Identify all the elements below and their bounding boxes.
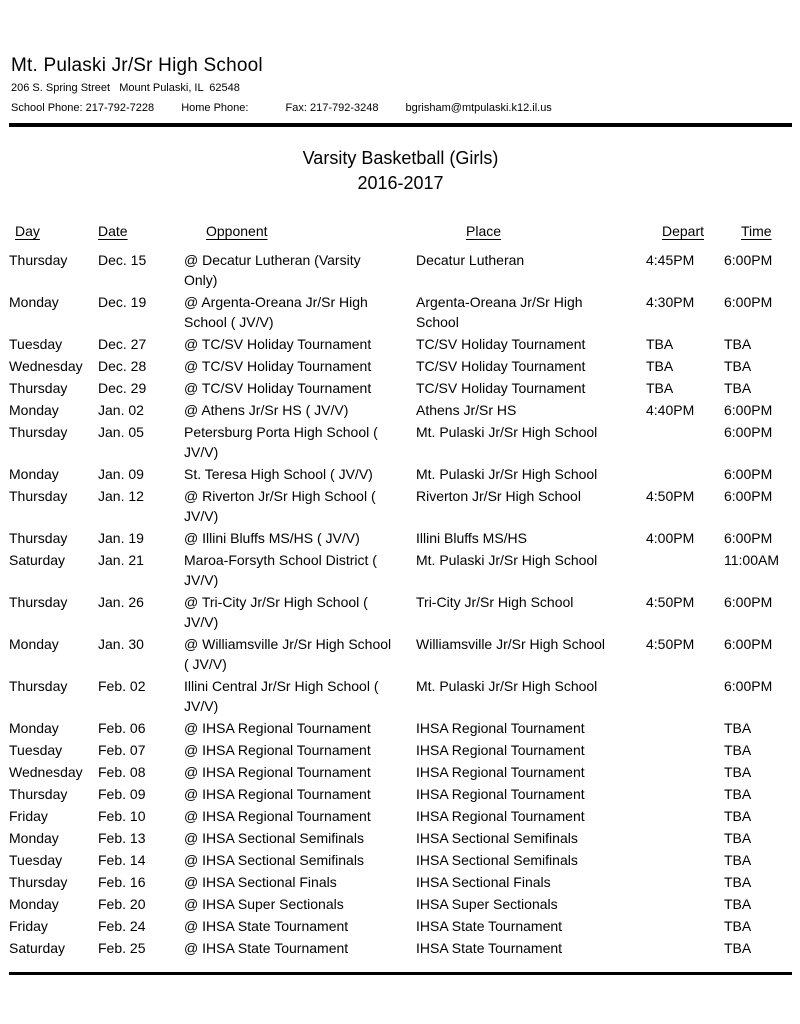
depart-cell	[646, 740, 724, 760]
depart-cell: 4:50PM	[646, 488, 695, 504]
opponent-cell: @ IHSA Sectional Semifinals	[184, 830, 364, 846]
day-cell: Tuesday	[9, 852, 63, 868]
date-cell: Dec. 29	[98, 380, 147, 396]
time-cell: 6:00PM	[724, 594, 773, 610]
day-cell: Saturday	[9, 940, 66, 956]
date-cell: Dec. 15	[98, 252, 147, 268]
time-cell: TBA	[724, 830, 752, 846]
table-row	[9, 528, 792, 548]
day-cell: Thursday	[9, 530, 68, 546]
table-row	[9, 634, 792, 674]
opponent-cell: Illini Central Jr/Sr High School ( JV/V)	[184, 678, 379, 714]
time-cell: TBA	[724, 786, 752, 802]
depart-cell	[646, 872, 724, 892]
table-row	[9, 762, 792, 782]
place-cell: TC/SV Holiday Tournament	[416, 380, 586, 396]
date-cell: Feb. 02	[98, 678, 146, 694]
place-cell: IHSA Sectional Semifinals	[416, 830, 578, 846]
depart-cell: 4:30PM	[646, 294, 695, 310]
day-cell: Saturday	[9, 552, 66, 568]
email-address: bgrisham@mtpulaski.k12.il.us	[405, 102, 552, 114]
place-cell: IHSA Regional Tournament	[416, 764, 585, 780]
opponent-cell: @ IHSA State Tournament	[184, 918, 349, 934]
depart-cell	[646, 762, 724, 782]
depart-cell	[646, 464, 724, 484]
column-header-date: Date	[98, 223, 128, 239]
place-cell: Williamsville Jr/Sr High School	[416, 636, 606, 652]
day-cell: Tuesday	[9, 336, 63, 352]
time-cell: 6:00PM	[724, 252, 773, 268]
date-cell: Jan. 05	[98, 424, 144, 440]
day-cell: Thursday	[9, 252, 68, 268]
date-cell: Feb. 07	[98, 742, 146, 758]
place-cell: TC/SV Holiday Tournament	[416, 358, 586, 374]
opponent-cell: St. Teresa High School ( JV/V)	[184, 466, 373, 482]
depart-cell: 4:50PM	[646, 636, 695, 652]
depart-cell	[646, 422, 724, 462]
time-cell: TBA	[724, 336, 752, 352]
home-phone-label: Home Phone:	[181, 102, 249, 114]
column-header-day: Day	[15, 223, 40, 239]
opponent-cell: @ TC/SV Holiday Tournament	[184, 336, 372, 352]
opponent-cell: @ Decatur Lutheran (Varsity Only)	[184, 252, 361, 288]
day-cell: Monday	[9, 636, 59, 652]
depart-cell	[646, 938, 724, 958]
time-cell: TBA	[724, 896, 752, 912]
opponent-cell: @ IHSA Super Sectionals	[184, 896, 344, 912]
depart-cell	[646, 718, 724, 738]
column-header-time: Time	[741, 223, 772, 239]
day-cell: Monday	[9, 896, 59, 912]
season-label: 2016-2017	[357, 173, 444, 193]
day-cell: Thursday	[9, 678, 68, 694]
table-body	[9, 250, 792, 958]
page-title: Varsity Basketball (Girls)	[302, 148, 499, 168]
place-cell: Illini Bluffs MS/HS	[416, 530, 527, 546]
opponent-cell: Maroa-Forsyth School District ( JV/V)	[184, 552, 377, 588]
time-cell: TBA	[724, 852, 752, 868]
time-cell: TBA	[724, 742, 752, 758]
day-cell: Thursday	[9, 594, 68, 610]
place-cell: IHSA Sectional Semifinals	[416, 852, 578, 868]
table-row	[9, 378, 792, 398]
opponent-cell: @ IHSA Sectional Semifinals	[184, 852, 364, 868]
table-row	[9, 292, 792, 332]
place-cell: IHSA Regional Tournament	[416, 742, 585, 758]
time-cell: TBA	[724, 358, 752, 374]
time-cell: 11:00AM	[724, 552, 779, 568]
school-address: 206 S. Spring Street Mount Pulaski, IL 62548	[11, 82, 240, 94]
time-cell: 6:00PM	[724, 488, 773, 504]
place-cell: IHSA Regional Tournament	[416, 720, 585, 736]
date-cell: Jan. 12	[98, 488, 144, 504]
time-cell: TBA	[724, 918, 752, 934]
time-cell: 6:00PM	[724, 530, 773, 546]
letterhead	[9, 54, 792, 127]
opponent-cell: @ IHSA Regional Tournament	[184, 720, 371, 736]
time-cell: 6:00PM	[724, 402, 773, 418]
day-cell: Thursday	[9, 380, 68, 396]
depart-cell	[646, 550, 724, 590]
place-cell: Mt. Pulaski Jr/Sr High School	[416, 678, 598, 694]
depart-cell: 4:50PM	[646, 594, 695, 610]
school-phone: School Phone: 217-792-7228	[11, 102, 155, 114]
time-cell: 6:00PM	[724, 466, 773, 482]
table-row	[9, 850, 792, 870]
opponent-cell: @ Williamsville Jr/Sr High School ( JV/V)	[184, 636, 392, 672]
table-row	[9, 550, 792, 590]
place-cell: IHSA State Tournament	[416, 940, 563, 956]
table-row	[9, 676, 792, 716]
column-header-depart: Depart	[662, 223, 705, 239]
opponent-cell: @ Athens Jr/Sr HS ( JV/V)	[184, 402, 349, 418]
opponent-cell: @ Tri-City Jr/Sr High School ( JV/V)	[184, 594, 368, 630]
table-row	[9, 740, 792, 760]
time-cell: TBA	[724, 380, 752, 396]
table-row	[9, 894, 792, 914]
table-row	[9, 592, 792, 632]
contact-line	[11, 102, 792, 115]
day-cell: Friday	[9, 808, 48, 824]
date-cell: Dec. 19	[98, 294, 147, 310]
footer-divider	[9, 972, 792, 975]
day-cell: Monday	[9, 294, 59, 310]
depart-cell	[646, 894, 724, 914]
date-cell: Jan. 02	[98, 402, 144, 418]
depart-cell: 4:00PM	[646, 530, 695, 546]
document-title-block	[9, 146, 792, 196]
day-cell: Wednesday	[9, 764, 83, 780]
depart-cell	[646, 784, 724, 804]
depart-cell: 4:40PM	[646, 402, 695, 418]
date-cell: Feb. 16	[98, 874, 146, 890]
fax-number: Fax: 217-792-3248	[285, 102, 379, 114]
time-cell: TBA	[724, 808, 752, 824]
schedule-table	[9, 222, 792, 958]
table-row	[9, 916, 792, 936]
depart-cell	[646, 916, 724, 936]
place-cell: Argenta-Oreana Jr/Sr High School	[416, 294, 583, 330]
depart-cell	[646, 850, 724, 870]
depart-cell: 4:45PM	[646, 252, 695, 268]
day-cell: Thursday	[9, 786, 68, 802]
place-cell: Mt. Pulaski Jr/Sr High School	[416, 466, 598, 482]
opponent-cell: @ Riverton Jr/Sr High School ( JV/V)	[184, 488, 376, 524]
opponent-cell: @ IHSA Sectional Finals	[184, 874, 337, 890]
place-cell: Mt. Pulaski Jr/Sr High School	[416, 552, 598, 568]
depart-cell	[646, 676, 724, 716]
school-name: Mt. Pulaski Jr/Sr High School	[11, 55, 263, 76]
opponent-cell: @ Argenta-Oreana Jr/Sr High School ( JV/V)	[184, 294, 368, 330]
opponent-cell: @ IHSA Regional Tournament	[184, 764, 371, 780]
date-cell: Feb. 25	[98, 940, 146, 956]
day-cell: Monday	[9, 466, 59, 482]
place-cell: IHSA Regional Tournament	[416, 786, 585, 802]
day-cell: Thursday	[9, 424, 68, 440]
place-cell: Athens Jr/Sr HS	[416, 402, 517, 418]
day-cell: Thursday	[9, 874, 68, 890]
time-cell: TBA	[724, 940, 752, 956]
table-row	[9, 806, 792, 826]
time-cell: 6:00PM	[724, 424, 773, 440]
date-cell: Jan. 26	[98, 594, 144, 610]
date-cell: Feb. 24	[98, 918, 146, 934]
date-cell: Feb. 09	[98, 786, 146, 802]
depart-cell: TBA	[646, 358, 674, 374]
table-row	[9, 422, 792, 462]
date-cell: Feb. 14	[98, 852, 146, 868]
date-cell: Jan. 19	[98, 530, 144, 546]
place-cell: Decatur Lutheran	[416, 252, 525, 268]
day-cell: Monday	[9, 402, 59, 418]
table-row	[9, 872, 792, 892]
table-row	[9, 334, 792, 354]
table-row	[9, 486, 792, 526]
opponent-cell: @ IHSA State Tournament	[184, 940, 349, 956]
date-cell: Feb. 20	[98, 896, 146, 912]
column-header-opponent: Opponent	[206, 223, 268, 239]
opponent-cell: Petersburg Porta High School ( JV/V)	[184, 424, 378, 460]
table-row	[9, 356, 792, 376]
day-cell: Thursday	[9, 488, 68, 504]
time-cell: 6:00PM	[724, 678, 773, 694]
opponent-cell: @ IHSA Regional Tournament	[184, 786, 371, 802]
opponent-cell: @ TC/SV Holiday Tournament	[184, 358, 372, 374]
depart-cell: TBA	[646, 336, 674, 352]
time-cell: TBA	[724, 874, 752, 890]
date-cell: Dec. 28	[98, 358, 147, 374]
place-cell: Tri-City Jr/Sr High School	[416, 594, 574, 610]
day-cell: Tuesday	[9, 742, 63, 758]
depart-cell: TBA	[646, 380, 674, 396]
place-cell: IHSA State Tournament	[416, 918, 563, 934]
table-row	[9, 464, 792, 484]
place-cell: Riverton Jr/Sr High School	[416, 488, 581, 504]
place-cell: IHSA Regional Tournament	[416, 808, 585, 824]
day-cell: Friday	[9, 918, 48, 934]
date-cell: Feb. 08	[98, 764, 146, 780]
depart-cell	[646, 828, 724, 848]
time-cell: TBA	[724, 720, 752, 736]
place-cell: TC/SV Holiday Tournament	[416, 336, 586, 352]
opponent-cell: @ Illini Bluffs MS/HS ( JV/V)	[184, 530, 360, 546]
time-cell: 6:00PM	[724, 636, 773, 652]
date-cell: Feb. 13	[98, 830, 146, 846]
header-divider	[9, 123, 792, 127]
table-row	[9, 828, 792, 848]
table-row	[9, 718, 792, 738]
table-row	[9, 938, 792, 958]
day-cell: Monday	[9, 830, 59, 846]
date-cell: Feb. 10	[98, 808, 146, 824]
place-cell: IHSA Super Sectionals	[416, 896, 558, 912]
date-cell: Jan. 30	[98, 636, 144, 652]
date-cell: Feb. 06	[98, 720, 146, 736]
table-row	[9, 784, 792, 804]
opponent-cell: @ IHSA Regional Tournament	[184, 742, 371, 758]
day-cell: Wednesday	[9, 358, 83, 374]
table-header-row	[9, 222, 792, 240]
time-cell: TBA	[724, 764, 752, 780]
table-row	[9, 400, 792, 420]
date-cell: Jan. 21	[98, 552, 144, 568]
opponent-cell: @ IHSA Regional Tournament	[184, 808, 371, 824]
date-cell: Dec. 27	[98, 336, 147, 352]
day-cell: Monday	[9, 720, 59, 736]
column-header-place: Place	[466, 223, 502, 239]
place-cell: Mt. Pulaski Jr/Sr High School	[416, 424, 598, 440]
depart-cell	[646, 806, 724, 826]
place-cell: IHSA Sectional Finals	[416, 874, 551, 890]
opponent-cell: @ TC/SV Holiday Tournament	[184, 380, 372, 396]
time-cell: 6:00PM	[724, 294, 773, 310]
date-cell: Jan. 09	[98, 466, 144, 482]
table-row	[9, 250, 792, 290]
